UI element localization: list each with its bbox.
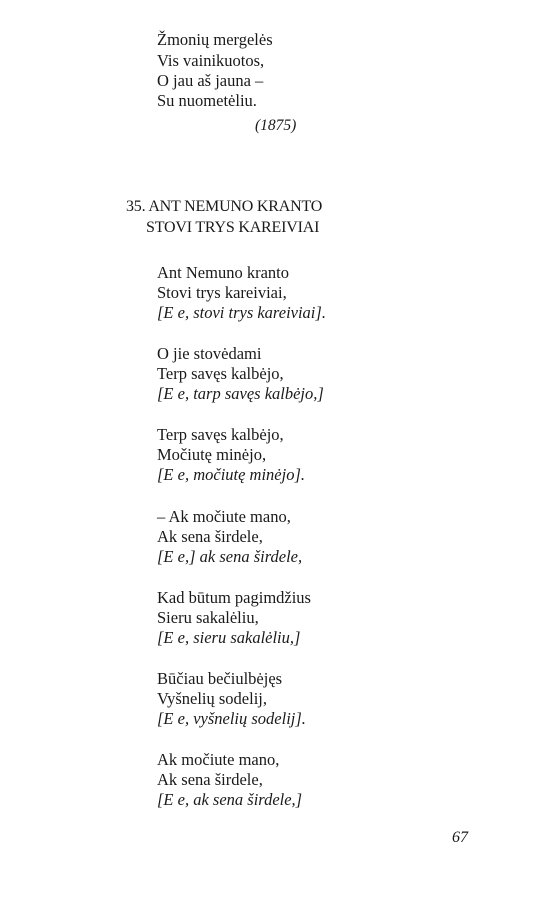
refrain-line: [E e, vyšnelių sodelij].	[157, 709, 306, 728]
song-title-line2: STOVI TRYS KAREIVIAI	[146, 219, 320, 236]
refrain-line: [E e, tarp savęs kalbėjo,]	[157, 384, 324, 403]
refrain-line: [E e, sieru sakalėliu,]	[157, 628, 301, 647]
poem-line: Terp savęs kalbėjo,	[157, 425, 284, 444]
poem-line: Sieru sakalėliu,	[157, 608, 259, 627]
poem-line: O jie stovėdami	[157, 344, 262, 363]
song-title: 35. ANT NEMUNO KRANTO	[126, 198, 323, 215]
page-number: 67	[452, 829, 468, 846]
poem-line: Kad būtum pagimdžius	[157, 588, 311, 607]
poem-line: Ant Nemuno kranto	[157, 263, 289, 282]
refrain-line: [E e,] ak sena širdele,	[157, 547, 303, 566]
poem-line: O jau aš jauna –	[157, 71, 264, 90]
poem-line: Būčiau bečiulbėjęs	[157, 669, 283, 688]
poem-line: Ak močiute mano,	[157, 750, 280, 769]
poem-line: Žmonių mergelės	[157, 30, 273, 49]
poem-line: Ak sena širdele,	[157, 770, 263, 789]
refrain-line: [E e, ak sena širdele,]	[157, 790, 303, 809]
poem-line	[157, 546, 302, 567]
poem-line: – Ak močiute mano,	[157, 507, 291, 526]
refrain-line: [E e, močiutę minėjo].	[157, 465, 306, 484]
poem-line: Vis vainikuotos,	[157, 51, 265, 70]
refrain-line: [E e, stovi trys kareiviai].	[157, 303, 326, 322]
poem-year: (1875)	[255, 117, 297, 134]
poem-line: Ak sena širdele,	[157, 527, 263, 546]
poem-line: Su nuometėliu.	[157, 91, 257, 110]
poem-line: Močiutę minėjo,	[157, 445, 267, 464]
poem-line: Stovi trys kareiviai,	[157, 283, 287, 302]
poem-line: Terp savęs kalbėjo,	[157, 364, 284, 383]
poem-line: Vyšnelių sodelij,	[157, 689, 267, 708]
